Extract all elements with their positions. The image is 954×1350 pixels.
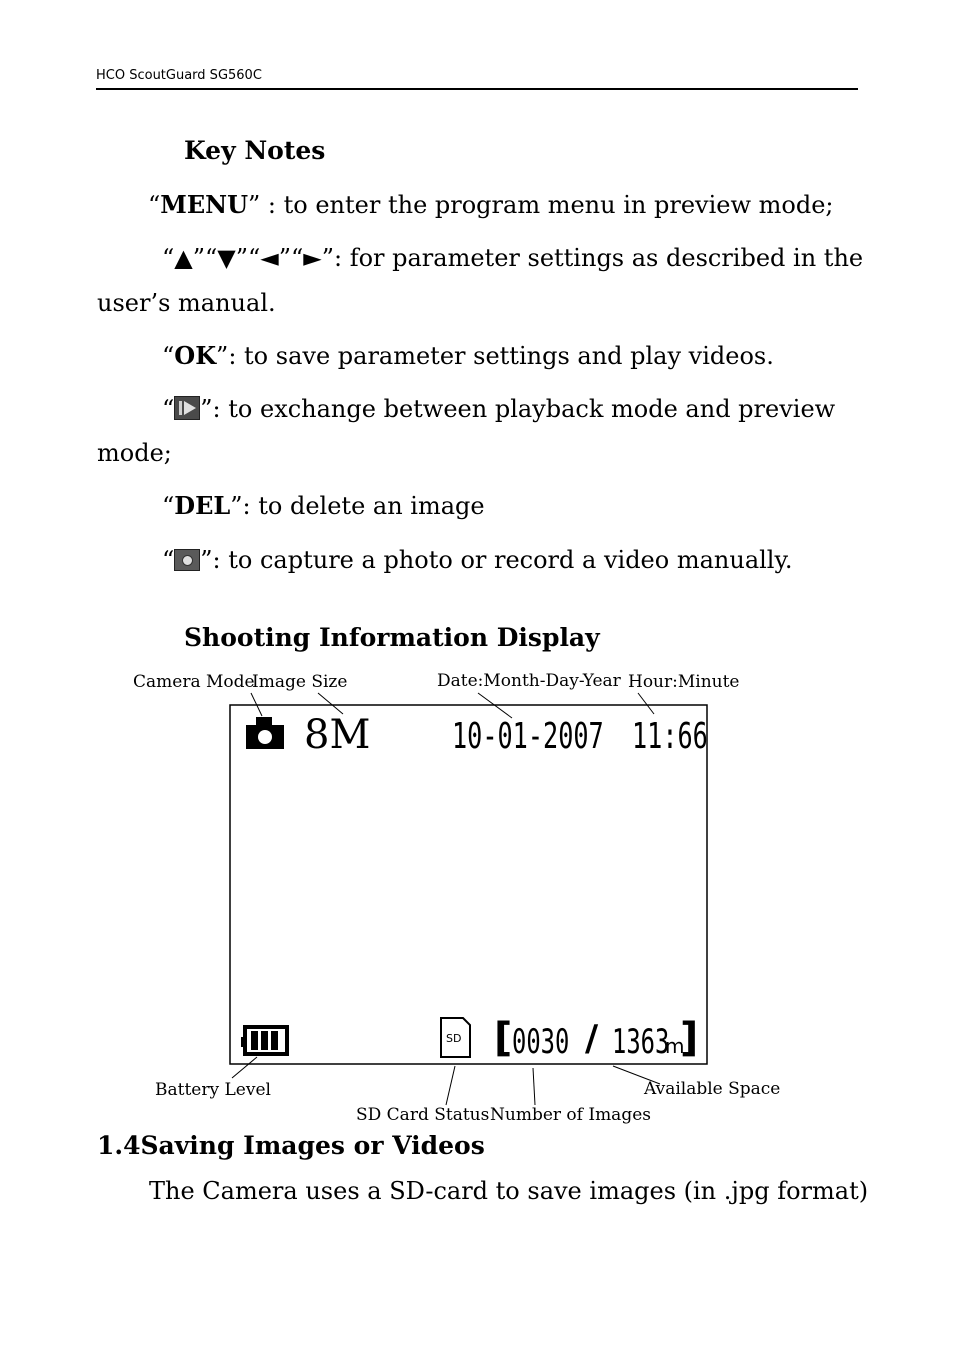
note-arrows: “▲”“▼”“◄”“►”: for parameter settings as described in the (162, 244, 864, 272)
note-capture: “ ”: to capture a photo or record a video manually. (162, 546, 793, 574)
note-menu: “MENU” : to enter the program menu in preview mode; (148, 190, 834, 219)
label-num-images: Number of Images (490, 1105, 651, 1125)
note-arrows-cont: user’s manual. (97, 289, 276, 317)
screen-slash: / (585, 1018, 599, 1059)
del-key: DEL (174, 491, 231, 520)
label-battery: Battery Level (155, 1080, 271, 1100)
screen-available-space: 1363 (612, 1022, 670, 1062)
screen-bracket-open: [ (494, 1015, 513, 1061)
battery-icon (241, 1027, 287, 1054)
menu-key: MENU (160, 190, 249, 219)
screen-bracket-close: ] (680, 1015, 699, 1061)
screen-image-count: 0030 (512, 1022, 570, 1062)
camera-mode-icon (246, 717, 284, 749)
screen-date: 10-01-2007 (452, 716, 604, 757)
note-del: “DEL”: to delete an image (162, 491, 485, 520)
screen-sd-text: SD (446, 1032, 462, 1045)
note-ok: “OK”: to save parameter settings and play videos. (162, 341, 774, 370)
note-playback: “ ”: to exchange between playback mode and preview (162, 395, 836, 423)
leader-sd (446, 1066, 455, 1105)
shooting-heading: Shooting Information Display (184, 623, 600, 652)
ok-key: OK (174, 341, 217, 370)
label-image-size: Image Size (252, 672, 348, 692)
note-playback-cont: mode; (97, 439, 172, 467)
header-title: HCO ScoutGuard SG560C (96, 68, 262, 83)
lcd-screen-frame (230, 705, 707, 1064)
leader-hour (638, 693, 654, 714)
leader-image-size (318, 693, 343, 714)
label-camera-mode: Camera Mode (133, 672, 255, 692)
leader-battery (232, 1057, 257, 1078)
leader-count (533, 1068, 535, 1105)
label-date: Date:Month-Day-Year (437, 671, 621, 691)
screen-time: 11:66 (632, 716, 708, 757)
screen-image-size: 8M (304, 712, 371, 758)
label-hour: Hour:Minute (628, 672, 740, 692)
label-sd-status: SD Card Status (356, 1105, 490, 1125)
label-available-space: Available Space (644, 1079, 781, 1099)
section-heading: 1.4Saving Images or Videos (97, 1131, 485, 1160)
section-paragraph: The Camera uses a SD-card to save images (in .jpg format) (149, 1177, 869, 1205)
key-notes-heading: Key Notes (184, 136, 326, 165)
screen-space-unit: m (665, 1034, 685, 1058)
